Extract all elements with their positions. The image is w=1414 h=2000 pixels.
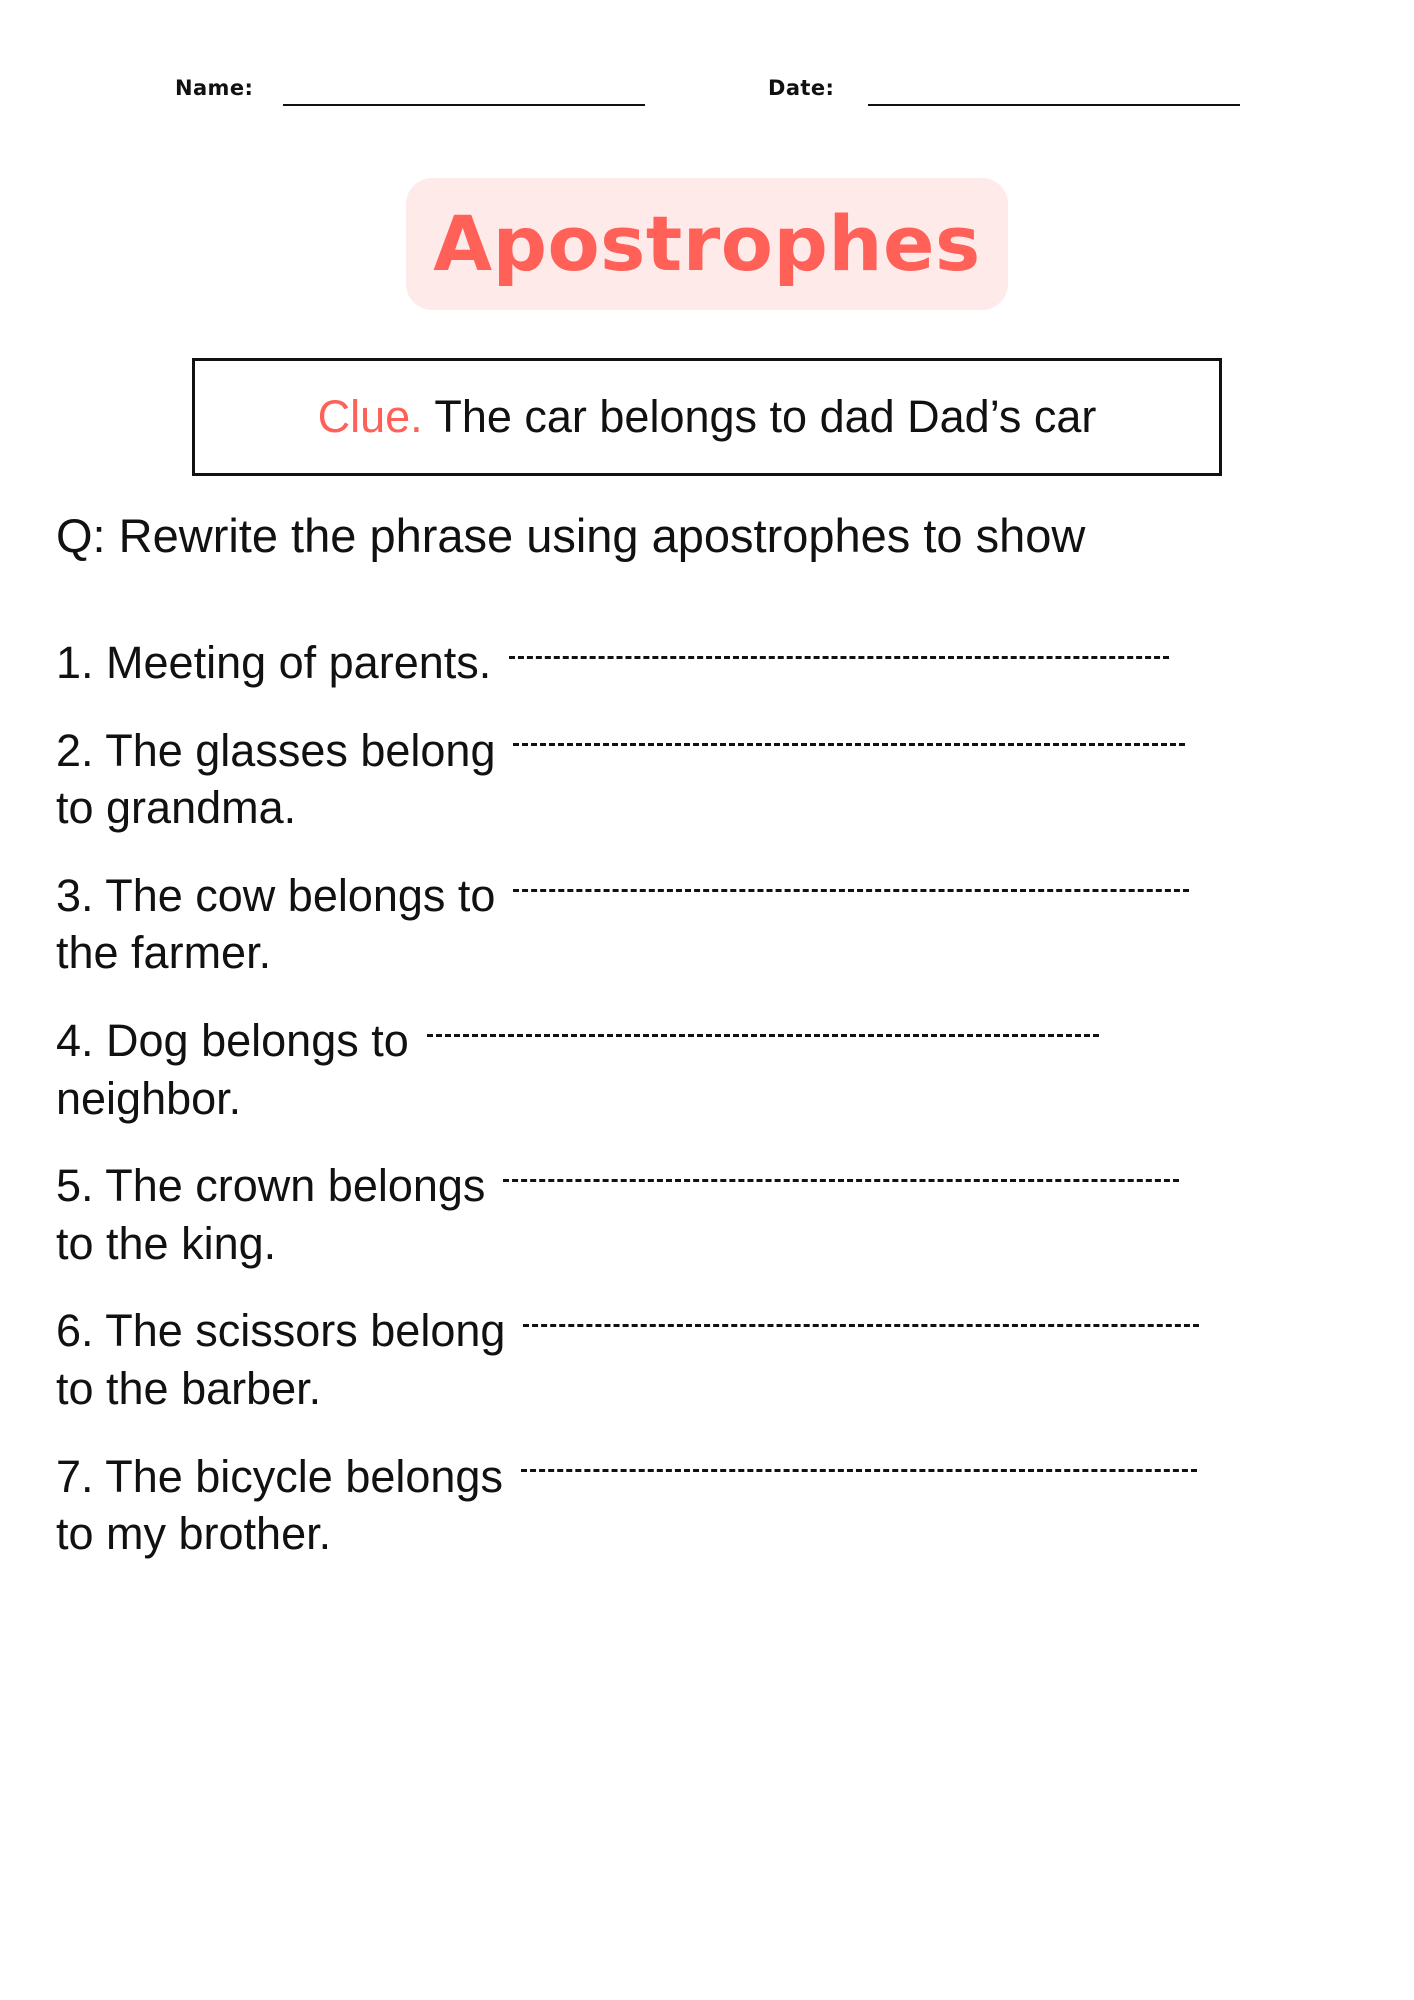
- student-info-row: [0, 62, 1414, 102]
- answer-dashed-line[interactable]: [513, 743, 1185, 749]
- clue-text-row: [318, 391, 1097, 443]
- answer-dashed-line[interactable]: [523, 1324, 1199, 1330]
- page-title: Apostrophes: [433, 199, 981, 288]
- question-text-continued: to grandma.: [56, 782, 297, 834]
- date-label: Date:: [768, 76, 835, 100]
- answer-dashed-line[interactable]: [503, 1179, 1179, 1185]
- answer-dashed-line[interactable]: [509, 656, 1169, 662]
- question-text: 1. Meeting of parents.: [56, 637, 492, 688]
- list-item: [56, 1012, 1386, 1127]
- clue-label: Clue.: [317, 391, 423, 442]
- list-item: [56, 634, 1386, 692]
- list-item: [56, 1448, 1386, 1563]
- question-text: 4. Dog belongs to: [56, 1014, 409, 1066]
- list-item: [56, 1157, 1386, 1272]
- question-text: 5. The crown belongs: [56, 1160, 486, 1212]
- clue-example: The car belongs to dad Dad’s car: [434, 391, 1097, 442]
- question-line: [56, 1302, 1386, 1360]
- question-line: [56, 1012, 1386, 1070]
- list-item: [56, 867, 1386, 982]
- question-list: [56, 634, 1386, 1593]
- question-text-continued: to the barber.: [56, 1362, 322, 1414]
- answer-dashed-line[interactable]: [521, 1469, 1197, 1475]
- question-text-continued: to the king.: [56, 1217, 277, 1269]
- worksheet-title-banner: [406, 178, 1008, 310]
- question-text-continued: neighbor.: [56, 1072, 242, 1124]
- name-write-line[interactable]: [283, 104, 645, 106]
- question-text: 3. The cow belongs to: [56, 869, 496, 921]
- question-line: [56, 1157, 1386, 1215]
- question-line: [56, 634, 1386, 692]
- list-item: [56, 722, 1386, 837]
- name-label: Name:: [175, 76, 254, 100]
- question-prompt: Q: Rewrite the phrase using apostrophes to show: [56, 509, 1086, 562]
- question-text: 2. The glasses belong: [56, 724, 496, 776]
- question-text-continued: the farmer.: [56, 927, 272, 979]
- date-write-line[interactable]: [868, 104, 1240, 106]
- question-text: 7. The bicycle belongs: [56, 1450, 503, 1502]
- question-text-continued: to my brother.: [56, 1508, 332, 1560]
- question-line: [56, 1448, 1386, 1506]
- question-text: 6. The scissors belong: [56, 1305, 506, 1357]
- clue-box: [192, 358, 1222, 476]
- list-item: [56, 1302, 1386, 1417]
- answer-dashed-line[interactable]: [427, 1034, 1099, 1040]
- question-line: [56, 722, 1386, 780]
- question-line: [56, 867, 1386, 925]
- answer-dashed-line[interactable]: [513, 889, 1189, 895]
